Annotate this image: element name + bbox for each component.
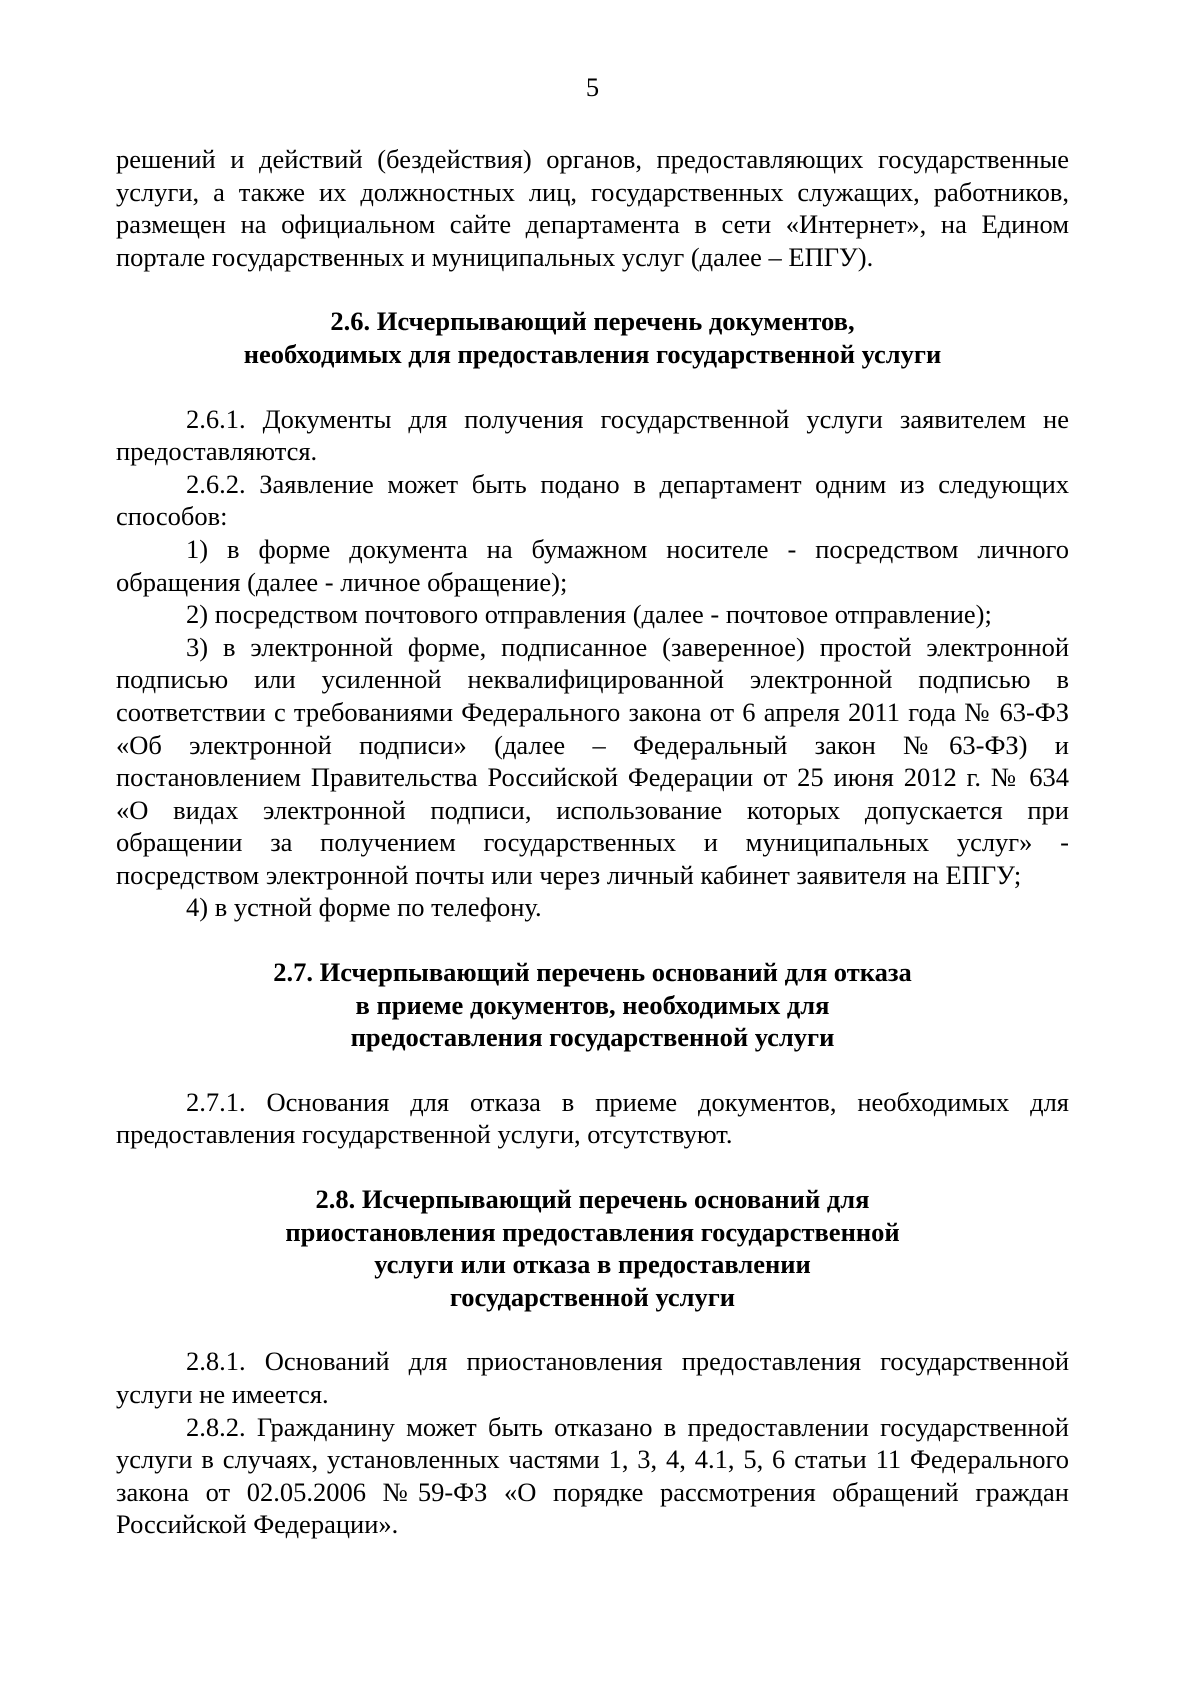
section-2-8-heading — [116, 1183, 1069, 1313]
paragraph-2-6-2: 2.6.2. Заявление может быть подано в департамент одним из следующих способов: — [116, 468, 1069, 532]
paragraph-2-7-1: 2.7.1. Основания для отказа в приеме документов, необходимых для предоставления государственной услуги, отсутствуют. — [116, 1086, 1069, 1150]
list-item-3: 3) в электронной форме, подписанное (заверенное) простой электронной подписью или усиленной неквалифицированной электронной подписью в соответствии с требованиями Федерального закона от 6 апреля 2011 года № 63-ФЗ «Об электронной подписи» (далее – Федеральный закон №63-ФЗ) и постановлением Правительства Российской Федерации от 25 июня 2012 г. № 634 «О видах электронной подписи, использование которых допускается при обращении за получением государственных и муниципальных услуг» - посредством электронной почты или через личный кабинет заявителя на ЕПГУ; — [116, 631, 1069, 890]
heading-line: 2.6. Исчерпывающий перечень документов, — [330, 306, 855, 337]
heading-line: предоставления государственной услуги — [350, 1022, 835, 1053]
heading-line: необходимых для предоставления государственной услуги — [243, 338, 942, 369]
section-2-7-heading — [116, 956, 1069, 1054]
heading-line: 2.7. Исчерпывающий перечень оснований для отказа — [273, 957, 912, 988]
heading-line: 2.8. Исчерпывающий перечень оснований для — [315, 1184, 870, 1215]
list-item-2: 2) посредством почтового отправления (далее - почтовое отправление); — [186, 599, 992, 630]
list-item-1: 1) в форме документа на бумажном носителе - посредством личного обращения (далее - личное обращение); — [116, 533, 1069, 597]
heading-line: в приеме документов, необходимых для — [355, 989, 830, 1020]
section-2-6-heading — [116, 305, 1069, 370]
heading-line: приостановления предоставления государственной — [285, 1216, 900, 1247]
heading-line: услуги или отказа в предоставлении — [374, 1249, 811, 1280]
heading-line: государственной услуги — [449, 1281, 736, 1312]
page-number: 5 — [585, 72, 600, 102]
intro-paragraph: решений и действий (бездействия) органов, предоставляющих государственные услуги, а также их должностных лиц, государственных служащих, работников, размещен на официальном сайте департамента в сети «Интернет», на Едином портале государственных и муниципальных услуг (далее – ЕПГУ). — [116, 144, 1069, 272]
paragraph-2-8-1: 2.8.1. Оснований для приостановления предоставления государственной услуги не имеется. — [116, 1346, 1069, 1409]
paragraph-2-8-2: 2.8.2. Гражданину может быть отказано в предоставлении государственной услуги в случаях, установленных частями 1, 3, 4, 4.1, 5, 6 статьи 11 Федерального закона от 02.05.2006 №59-ФЗ «О порядке рассмотрения обращений граждан Российской Федерации». — [116, 1411, 1069, 1540]
list-item-4: 4) в устной форме по телефону. — [186, 892, 542, 923]
paragraph-2-6-1: 2.6.1. Документы для получения государственной услуги заявителем не предоставляются. — [116, 403, 1069, 467]
